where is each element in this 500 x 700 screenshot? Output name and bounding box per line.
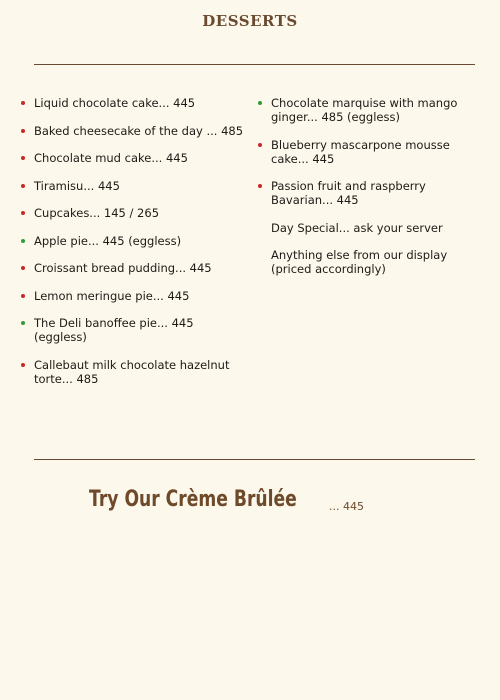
- list-item: [34, 289, 244, 303]
- list-item: [34, 316, 244, 344]
- item-text: The Deli banoffee pie... 445 (eggless): [34, 316, 194, 344]
- top-divider: [34, 64, 475, 65]
- item-text: Anything else from our display (priced accordingly): [271, 248, 448, 276]
- dessert-list-left: [34, 96, 244, 399]
- item-text: Chocolate marquise with mango ginger... 485 (eggless): [271, 96, 458, 124]
- list-item: [34, 234, 244, 248]
- veg-marker-icon: [258, 101, 262, 105]
- list-item: [271, 179, 476, 207]
- item-text: Day Special... ask your server: [271, 220, 443, 235]
- list-item: [34, 206, 244, 220]
- nonveg-marker-icon: [21, 211, 25, 215]
- nonveg-marker-icon: [21, 266, 25, 270]
- nonveg-marker-icon: [21, 129, 25, 133]
- veg-marker-icon: [21, 239, 25, 243]
- list-item: [34, 151, 244, 165]
- nonveg-marker-icon: [21, 101, 25, 105]
- nonveg-marker-icon: [258, 143, 262, 147]
- featured-dessert: [89, 487, 364, 513]
- item-text: Apple pie... 445 (eggless): [34, 233, 182, 248]
- featured-dessert-name: Try Our Crème Brûlée: [89, 487, 297, 512]
- item-text: Passion fruit and raspberry Bavarian... 445: [271, 179, 426, 207]
- item-text: Croissant bread pudding... 445: [34, 261, 212, 275]
- list-item: [34, 124, 244, 138]
- item-text: Tiramisu... 445: [34, 178, 120, 193]
- list-item: [34, 179, 244, 193]
- item-text: Lemon meringue pie... 445: [34, 288, 190, 303]
- bottom-divider: [34, 459, 475, 460]
- list-item: [271, 96, 476, 124]
- dessert-list-right: [271, 96, 476, 290]
- veg-marker-icon: [21, 321, 25, 325]
- menu-title: DESSERTS: [202, 12, 298, 30]
- nonveg-marker-icon: [21, 156, 25, 160]
- nonveg-marker-icon: [21, 363, 25, 367]
- list-item: [34, 261, 244, 275]
- nonveg-marker-icon: [21, 294, 25, 298]
- list-item: [34, 96, 244, 110]
- featured-dessert-price: ... 445: [329, 500, 364, 513]
- item-text: Blueberry mascarpone mousse cake... 445: [271, 137, 450, 166]
- item-text: Cupcakes... 145 / 265: [34, 206, 160, 220]
- nonveg-marker-icon: [258, 184, 262, 188]
- item-text: Baked cheesecake of the day ... 485: [34, 123, 244, 138]
- list-item: [271, 248, 476, 276]
- item-text: Callebaut milk chocolate hazelnut torte... 485: [34, 357, 230, 386]
- item-text: Chocolate mud cake... 445: [34, 151, 188, 165]
- list-item: [271, 221, 476, 235]
- list-item: [271, 138, 476, 166]
- item-text: Liquid chocolate cake... 445: [34, 96, 196, 110]
- nonveg-marker-icon: [21, 184, 25, 188]
- list-item: [34, 358, 244, 386]
